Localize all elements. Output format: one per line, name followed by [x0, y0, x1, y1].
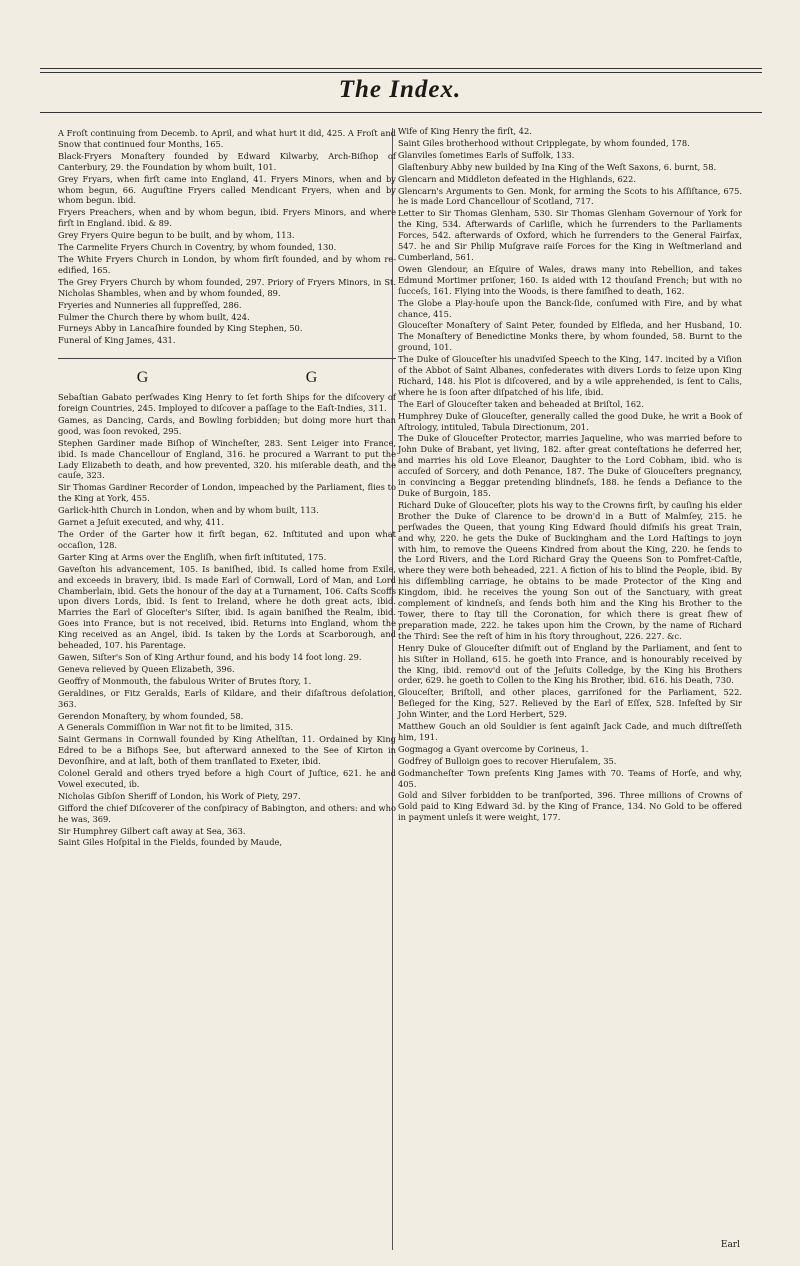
index-entry: Stephen Gardiner made Biſhop of Wincheſter, 283. Sent Leiger into France, ibid. Is made Chancellour of England, 316. he procured a Warrant to put the Lady Elizabeth to death, and how prevented, 320. his miſerable death, and the cauſe, 323.	[58, 437, 396, 481]
top-rule-thin	[40, 72, 762, 73]
left-column	[58, 128, 396, 849]
index-entry: Fulmer the Church there by whom built, 424.	[58, 311, 250, 322]
index-entry: Glencarn and Middleton defeated in the Highlands, 622.	[398, 173, 636, 184]
index-entry: The Duke of Glouceſter his unadviſed Speech to the King, 147. incited by a Viſion of the Abbot of Saint Albanes, confederates with divers Lords to ſeize upon King Richard, 148. his Plot is diſcovered, and by a wile apprehended, is ſent to Calis, where he is ſoon after diſpatched of his life, ibid.	[398, 354, 742, 397]
index-entry: Grey Fryers Quire begun to be built, and by whom, 113.	[58, 230, 295, 241]
index-entry: Matthew Gouch an old Souldier is ſent againſt Jack Cade, and much diſtreſſeth him, 191.	[398, 721, 742, 742]
index-entry: Furneys Abby in Lancaſhire founded by King Stephen, 50.	[58, 323, 303, 334]
index-entry: Colonel Gerald and others tryed before a high Court of Juſtice, 621. he and Vowel executed, ib.	[58, 768, 396, 789]
index-entry: A Generals Commiſſion in War not fit to be limited, 315.	[58, 722, 294, 733]
entries-g	[58, 392, 396, 848]
index-entry: Godmancheſter Town preſents King James with 70. Teams of Horſe, and why, 405.	[398, 767, 742, 789]
index-entry: Sir Humphrey Gilbert caſt away at Sea, 363.	[58, 825, 246, 836]
index-entry: Glaſtenbury Abby new builded by Ina King of the Weſt Saxons, 6. burnt, 58.	[398, 161, 717, 172]
index-entry: Sebaſtian Gabato perſwades King Henry to ſet forth Ships for the diſcovery of foreign Countries, 245. Imployed to diſcover a paſſage to the Eaſt-Indies, 311.	[58, 392, 396, 414]
index-entry: Glencarn's Arguments to Gen. Monk, for arming the Scots to his Aſſiſtance, 675. he is made Lord Chancellour of Scotland, 717.	[398, 185, 742, 207]
letter-g-right: G	[305, 369, 318, 387]
index-entry: Funeral of King James, 431.	[58, 335, 176, 346]
index-entry: Fryers Preachers, when and by whom begun, ibid. Fryers Minors, and where firſt in England. ibid. & 89.	[58, 207, 396, 229]
index-entry: Grey Fryars, when firſt came into England, 41. Fryers Minors, when and by whom begun, 66. Auguſtine Fryers called Mendicant Fryers, when and by whom begun. ibid.	[58, 173, 396, 206]
index-entry: Gawen, Siſter's Son of King Arthur found, and his body 14 foot long. 29.	[58, 651, 362, 662]
index-entry: Saint Giles brotherhood without Cripplegate, by whom founded, 178.	[398, 137, 690, 148]
index-entry: Humphrey Duke of Glouceſter, generally called the good Duke, he writ a Book of Aſtrology, intituled, Tabula Directionum, 201.	[398, 410, 742, 432]
index-entry: A Froſt continuing from Decemb. to April, and what hurt it did, 425. A Froſt and Snow that continued four Months, 165.	[58, 128, 396, 149]
index-entry: Saint Giles Hoſpital in the Fields, founded by Maude,	[58, 837, 283, 848]
index-entry: Gaveſton his advancement, 105. Is baniſhed, ibid. Is called home from Exile, and exceeds in bravery, ibid. Is made Earl of Cornwall, Lord of Man, and Lord Chamberlain, ibid. Gets the honour of the day at a Turnament, 106. Caſts Scoffs upon divers Lords, ibid. Is ſent to Ireland, where he doth great acts, ibid. Marries the Earl of Gloceſter's Siſter, ibid. Is again baniſhed the Realm, ibid. Goes into France, but is not received, ibid. Returns into England, whom the King received as an Angel, ibid. Is taken by the Lords at Scarborough, and beheaded, 107. his Parentage.	[58, 563, 396, 651]
right-column	[398, 126, 742, 824]
catchword: Earl	[720, 1240, 740, 1250]
index-entry: The White Fryers Church in London, by whom firſt founded, and by whom re-edified, 165.	[58, 253, 396, 275]
index-entry: Godfrey of Bulloign goes to recover Hieruſalem, 35.	[398, 755, 617, 766]
index-entry: Glanviles ſometimes Earls of Suffolk, 133.	[398, 149, 575, 160]
letter-heading	[58, 369, 396, 387]
index-entry: Gogmagog a Gyant overcome by Corineus, 1.	[398, 743, 589, 754]
index-entry: The Earl of Glouceſter taken and beheaded at Briſtol, 162.	[398, 398, 644, 409]
section-separator	[58, 358, 396, 359]
entries-before-g	[58, 128, 396, 346]
index-entry: Owen Glendour, an Eſquire of Wales, draws many into Rebellion, and takes Edmund Mortimer priſoner, 160. Is aided with 12 thouſand French; but with no ſucceſs, 161. Flying into the Woods, is there famiſhed to death, 162.	[398, 263, 742, 296]
index-entry: Geneva relieved by Queen Elizabeth, 396.	[58, 663, 235, 674]
index-entry: Glouceſter Monaſtery of Saint Peter, founded by Elfleda, and her Husband, 10. The Monaſtery of Benedictine Monks there, by whom founded, 58. Burnt to the ground, 101.	[398, 320, 742, 353]
index-entry: Sir Thomas Gardiner Recorder of London, impeached by the Parliament, flies to the King at York, 455.	[58, 482, 396, 504]
index-entry: The Duke of Glouceſter Protector, marries Jaqueline, who was married before to John Duke of Brabant, yet living, 182. after great conteſtations he deferred her, and marries his old Love Eleanor, Daughter to the Lord Cobham, ibid. who is accuſed of Sorcery, and doth Penance, 187. The Duke of Glouceſters pregnancy, in convincing a Beggar pretending blindneſs, 188. he ſends a Defiance to the Duke of Burgoin, 185.	[398, 433, 742, 498]
index-entry: Gifford the chief Diſcoverer of the conſpiracy of Babington, and others: and who he was, 369.	[58, 802, 396, 824]
page-title: The Index.	[338, 76, 462, 103]
index-entry: Fryeries and Nunneries all ſuppreſſed, 286.	[58, 299, 242, 310]
index-entry: Garter King at Arms over the Engliſh, when firſt inſtituted, 175.	[58, 551, 327, 562]
index-entry: Richard Duke of Glouceſter, plots his way to the Crowns firſt, by cauſing his elder Brother the Duke of Clarence to be drown'd in a Butt of Malmſey, 215. he perſwades the Queen, that young King Edward ſhould diſmiſs his great Train, and why, 220. he gets the Duke of Buckingham and the Lord Haſtings to joyn with him, to remove the Queens Kindred from about the King, 220. he ſends to the Lord Rivers, and the Lord Richard Gray the Queens Son to Pomfret-Caſtle, where they were both beheaded, 221. A fiction of his to blind the People, ibid. By his diſſembling carriage, he obtains to be made Protector of the King and Kingdom, ibid. he receives the young Son out of the Sanctuary, with great complement of kindneſs, and ſends both him and the King his Brother to the Tower, there to ſtay till the Coronation, for which there is great ſhew of preparation made, 222. he takes upon him the Crown, by the name of Richard the Third: See the reſt of him in his ſtory throughout, 226. 227. &c.	[398, 499, 742, 641]
index-entry: Henry Duke of Glouceſter diſmiſt out of England by the Parliament, and ſent to his Siſter in Holland, 615. he goeth into France, and is honourably received by the King, ibid. remov'd out of the Jeſuits Colledge, by the King his Brothers order, 629. he goeth to Collen to the King his Brother, ibid. 616. his Death, 730.	[398, 642, 742, 686]
index-entry: Glouceſter, Briſtoll, and other places, garriſoned for the Parliament, 522. Beſieged for the King, 527. Relieved by the Earl of Eſſex, 528. Infeſted by Sir John Winter, and the Lord Herbert, 529.	[398, 687, 742, 720]
index-entry: Garnet a Jeſuit executed, and why, 411.	[58, 517, 224, 528]
index-entry: Saint Germans in Cornwall founded by King Athelſtan, 11. Ordained by King Edred to be a Biſhops See, but afterward annexed to the See of Kirton in Devonſhire, and at laſt, both of them tranſlated to Exeter, ibid.	[58, 734, 396, 767]
index-entry: The Carmelite Fryers Church in Coventry, by whom founded, 130.	[58, 242, 337, 253]
index-entry: The Globe a Play-houſe upon the Banck-ſide, conſumed with Fire, and by what chance, 415.	[398, 297, 742, 319]
index-entry: Wife of King Henry the firſt, 42.	[398, 126, 532, 136]
index-entry: Geraldines, or Fitz Geralds, Earls of Kildare, and their diſaſtrous deſolation, 363.	[58, 687, 396, 709]
index-entry: Black-Fryers Monaſtery founded by Edward Kilwarby, Arch-Biſhop of Canterbury, 29. the Foundation by whom built, 101.	[58, 150, 396, 172]
header-rule	[40, 112, 762, 113]
index-entry: The Grey Fryers Church by whom founded, 297. Priory of Fryers Minors, in St. Nicholas Shambles, when and by whom founded, 89.	[58, 276, 396, 298]
index-entry: The Order of the Garter how it firſt began, 62. Inſtituted and upon what occaſion, 128.	[58, 529, 396, 550]
index-entry: Games, as Dancing, Cards, and Bowling forbidden; but doing more hurt than good, was ſoon revoked, 295.	[58, 414, 396, 436]
index-entry: Gerendon Monaſtery, by whom founded, 58.	[58, 710, 244, 721]
top-rule	[40, 68, 762, 69]
index-entry: Garlick-hith Church in London, when and by whom built, 113.	[58, 505, 319, 516]
index-entry: Gold and Silver forbidden to be tranſported, 396. Three millions of Crowns of Gold paid to King Edward 3d. by the King of France, 134. No Gold to be offered in payment unleſs it were weight, 177.	[398, 790, 742, 823]
index-entry: Geoffry of Monmouth, the fabulous Writer of Brutes ſtory, 1.	[58, 675, 312, 686]
index-entry: Letter to Sir Thomas Glenham, 530. Sir Thomas Glenham Governour of York for the King, 534. Afterwards of Carliſle, which he ſurrenders to the Parliaments Forces, 542. afterwards of Oxford, which he ſurrenders to the General Fairfax, 547. he and Sir Philip Muſgrave raiſe Forces for the King in Weſtmerland and Cumberland, 561.	[398, 208, 742, 262]
letter-g-left: G	[136, 369, 149, 387]
index-entry: Nicholas Gibſon Sheriff of London, his Work of Piety, 297.	[58, 790, 301, 801]
entries-right	[398, 126, 742, 823]
